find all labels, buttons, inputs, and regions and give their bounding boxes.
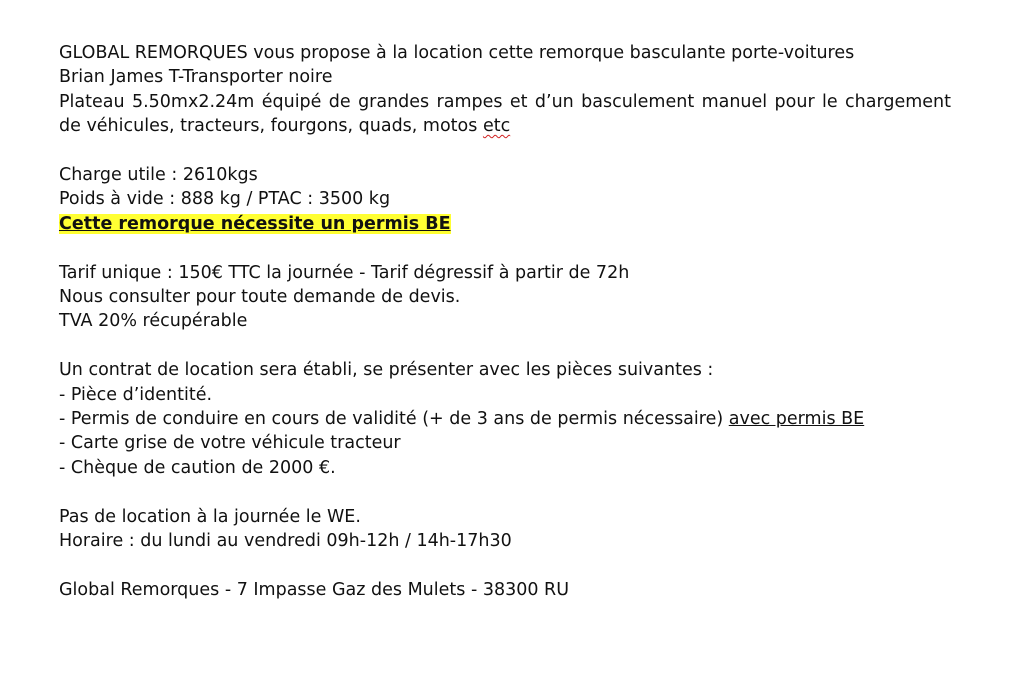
plateau-description: Plateau 5.50mx2.24m équipé de grandes rampes et d’un basculement manuel pour le chargement de véhicules, tracteurs, fourgons, quads, motos etc [59,91,951,137]
company-address: Global Remorques - 7 Impasse Gaz des Mulets - 38300 RU [59,579,570,600]
contract-item-registration: - Carte grise de votre véhicule tracteur [59,433,401,454]
no-weekend-rental: Pas de location à la journée le WE. [59,506,361,527]
permis-notice-line [59,212,951,236]
tva: TVA 20% récupérable [59,311,248,332]
contract-intro: Un contrat de location sera établi, se présenter avec les pièces suivantes : [59,360,714,381]
blank-line [59,334,951,358]
tarif: Tarif unique : 150€ TTC la journée - Tarif dégressif à partir de 72h [59,262,630,283]
contract-item-deposit: - Chèque de caution de 2000 €. [59,457,336,478]
devis: Nous consulter pour toute demande de devis. [59,287,461,308]
permis-notice-highlight: Cette remorque nécessite un permis BE [59,213,451,234]
charge-utile: Charge utile : 2610kgs [59,165,258,186]
opening-hours: Horaire : du lundi au vendredi 09h-12h / 14h-17h30 [59,531,512,552]
document-page [59,41,951,602]
intro-line-2: Brian James T-Transporter noire [59,67,333,88]
intro-line-1: GLOBAL REMORQUES vous propose à la location cette remorque basculante porte-voitures [59,43,855,63]
poids-ptac: Poids à vide : 888 kg / PTAC : 3500 kg [59,189,391,210]
blank-line [59,236,951,260]
contract-item-identity: - Pièce d’identité. [59,384,213,405]
license-be-underlined: avec permis BE [728,409,865,430]
blank-line [59,480,951,504]
blank-line [59,553,951,577]
spellcheck-flagged-word: etc [482,116,511,137]
blank-line [59,139,951,163]
contract-item-license: - Permis de conduire en cours de validité (+ de 3 ans de permis nécessaire) avec permis BE [59,409,865,430]
